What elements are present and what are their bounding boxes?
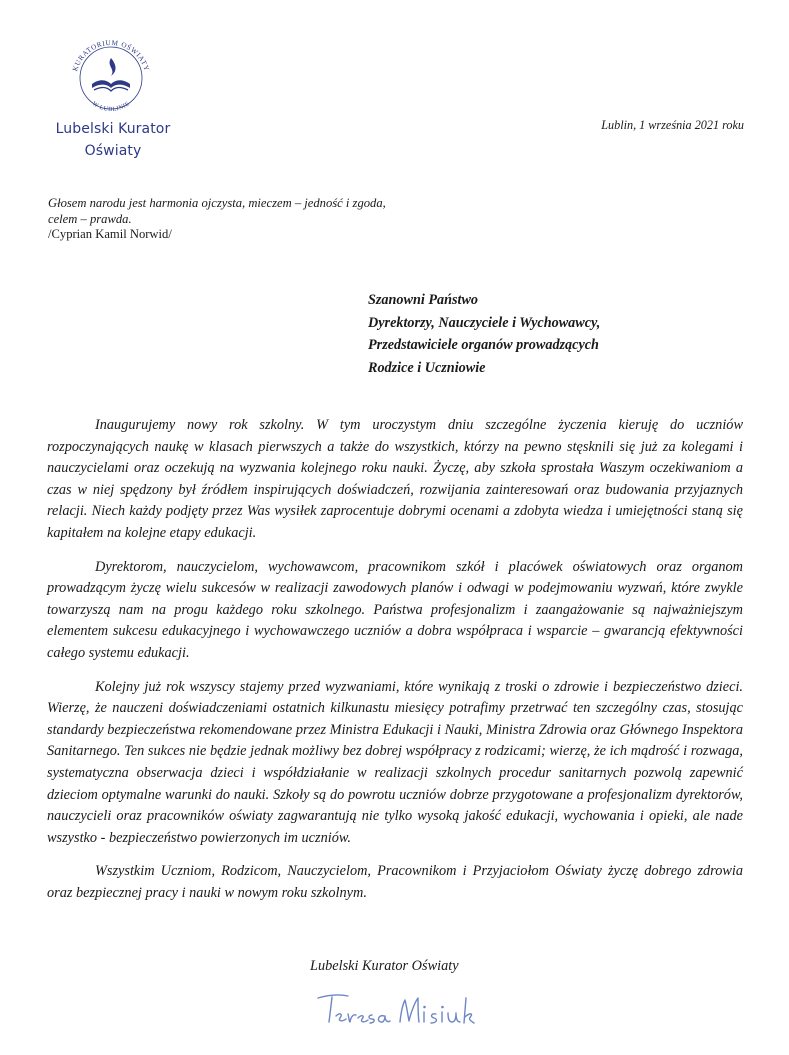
closing-signatory-title: Lubelski Kurator Oświaty (310, 958, 459, 974)
motto-author: /Cyprian Kamil Norwid/ (48, 227, 172, 242)
addressee-line1: Szanowni Państwo (368, 292, 479, 308)
open-book-icon (92, 80, 130, 88)
letter-date: Lublin, 1 września 2021 roku (601, 118, 744, 132)
organization-name (38, 118, 188, 162)
org-name-line1: Lubelski Kurator (55, 121, 171, 137)
motto-line2: celem – prawda. (48, 211, 132, 226)
svg-text:W LUBLINIE (91, 100, 131, 113)
body-paragraph-3: Kolejny już rok wszyscy stajemy przed wyzwaniami, które wynikają z troski o zdrowie i bezpieczeństwo dzieci. Wierzę, że nauczeni doświadczeniami ostatnich kilkunastu miesięcy potrafimy przetrwać ten szczególny czas, stosując standardy bezpieczeństwa rekomendowane przez Ministra Edukacji i Nauki, Ministra Zdrowia oraz Głównego Inspektora Sanitarnego. Ten sukces nie będzie jednak możliwy bez dobrej współpracy z rodzicami; wierzę, że ich mądrość i rozwaga, systematyczna obserwacja dzieci i współdziałanie w realizacji szkolnych procedur sanitarnych pozwolą zapewnić dzieciom optymalne warunki do nauki. Szkoły są do powrotu uczniów dobrze przygotowane a profesjonalizm dyrektorów, nauczycieli oraz pracowników oświaty zagwarantują nie tylko wysoką jakość edukacji, wychowania i opieki, ale nade wszystko - bezpieczeństwo powierzonych im uczniów. (47, 678, 743, 846)
body-paragraph-1: Inaugurujemy nowy rok szkolny. W tym uroczystym dniu szczególne życzenia kieruję do uczniów rozpoczynających naukę w klasach pierwszych a także do wszystkich, którzy na pewno stęsknili się już za kolegami i nauczycielami oraz oczekują na wyzwania kolejnego roku nauki. Życzę, aby szkoła sprostała Waszym oczekiwaniom a czas w niej spędzony był źródłem inspirujących doświadczeń, rozwijania zainteresowań oraz budowania przyjaznych relacji. Niech każdy podjęty przez Was wysiłek zaprocentuje dobrymi ocenami a zdobyta wiedza i umiejętności staną się kapitałem na kolejne etapy edukacji. (47, 417, 743, 541)
letter-body (47, 415, 743, 916)
body-paragraph-2: Dyrektorom, nauczycielom, wychowawcom, pracownikom szkół i placówek oświatowych oraz organom prowadzącym życzę wielu sukcesów w realizacji zawodowych planów i odwagi w podejmowaniu wyzwań, które zwykle towarzyszą nam na progu każdego roku szkolnego. Państwa profesjonalizm i zaangażowanie są najważniejszym elementem sukcesu edukacyjnego i wychowawczego uczniów a dobra współpraca i wsparcie – gwarancją efektywności całego systemu edukacji. (47, 558, 743, 661)
addressee-line4: Rodzice i Uczniowie (368, 359, 486, 376)
handwritten-signature (312, 988, 484, 1032)
motto-line1: Głosem narodu jest harmonia ojczysta, mieczem – jedność i zgoda, (48, 196, 386, 210)
seal-text-top: KURATORIUM OŚWIATY (71, 38, 151, 73)
addressee-block (368, 289, 748, 379)
addressee-line2: Dyrektorzy, Nauczyciele i Wychowawcy, (368, 314, 601, 331)
org-name-line2: Oświaty (84, 143, 142, 159)
kuratorium-seal-logo (62, 36, 160, 116)
seal-text-bottom: W LUBLINIE (90, 100, 132, 113)
addressee-line3: Przedstawiciele organów prowadzących (368, 337, 599, 353)
flame-icon (110, 58, 116, 76)
body-paragraph-4: Wszystkim Uczniom, Rodzicom, Nauczycielom, Pracownikom i Przyjaciołom Oświaty życzę dobrego zdrowia oraz bezpiecznej pracy i nauki w nowym roku szkolnym. (47, 863, 743, 901)
motto-quote (48, 196, 478, 243)
